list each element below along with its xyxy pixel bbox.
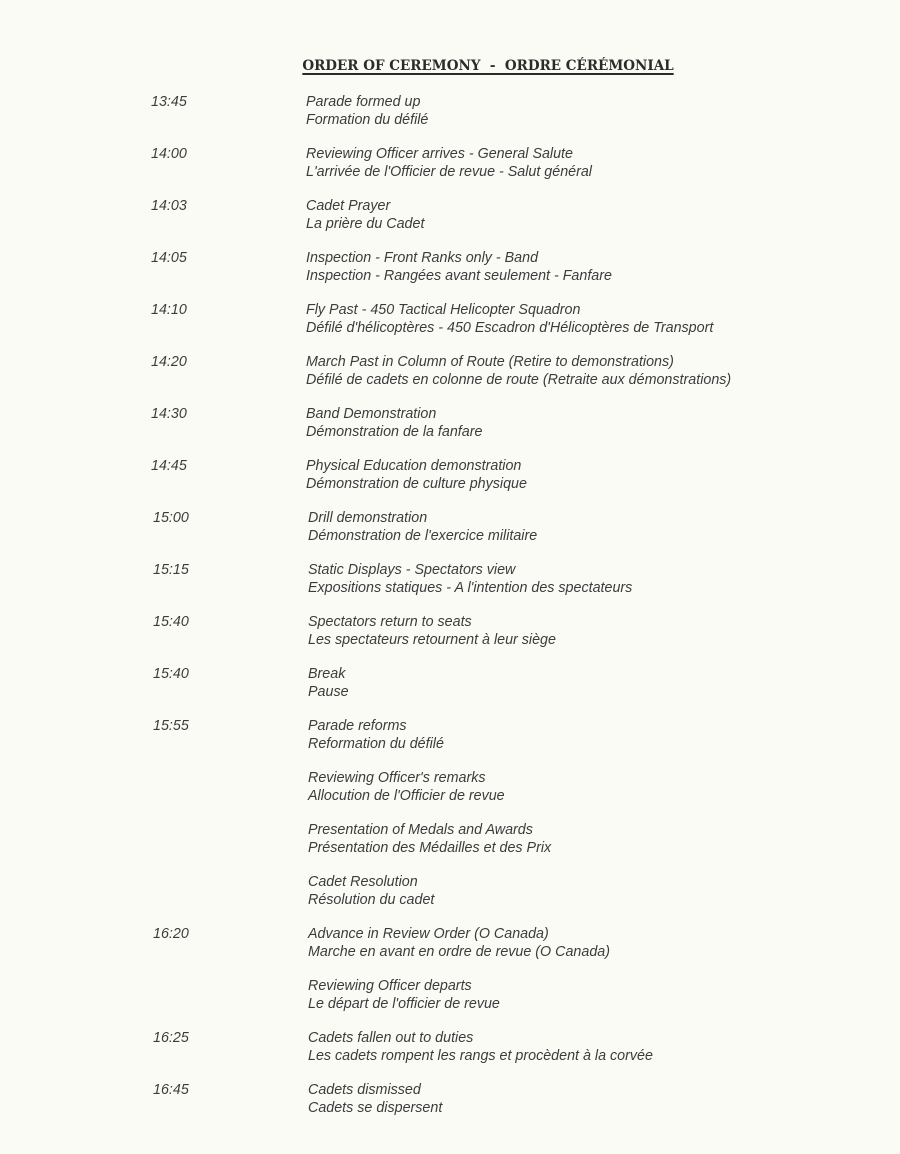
schedule-description xyxy=(306,94,886,129)
description-french: Les cadets rompent les rangs et procèdent à la corvée xyxy=(308,1047,653,1064)
schedule-item xyxy=(0,926,900,978)
schedule-description xyxy=(308,718,888,753)
schedule-description xyxy=(306,354,886,389)
schedule-description xyxy=(308,1030,888,1065)
description-english: Inspection - Front Ranks only - Band xyxy=(306,250,539,266)
description-french: Résolution du cadet xyxy=(308,891,435,908)
description-english: Reviewing Officer arrives - General Salute xyxy=(306,146,573,162)
schedule-description xyxy=(308,770,888,805)
description-english: Cadet Resolution xyxy=(308,874,418,890)
schedule-item xyxy=(0,666,900,718)
description-english: Physical Education demonstration xyxy=(306,458,522,474)
description-english: Presentation of Medals and Awards xyxy=(308,822,533,838)
schedule-time: 14:00 xyxy=(151,146,187,162)
schedule-item xyxy=(0,354,900,406)
schedule-time: 13:45 xyxy=(151,94,187,110)
schedule-time: 14:45 xyxy=(151,458,187,474)
schedule-item xyxy=(0,614,900,666)
schedule-item xyxy=(0,94,900,146)
schedule-item xyxy=(0,1082,900,1134)
schedule-time: 16:45 xyxy=(153,1082,189,1098)
description-french: Allocution de l'Officier de revue xyxy=(308,787,505,804)
schedule-time: 15:40 xyxy=(153,614,189,630)
description-english: March Past in Column of Route (Retire to demonstrations) xyxy=(306,354,674,370)
schedule-description xyxy=(306,302,886,337)
schedule-time: 15:00 xyxy=(153,510,189,526)
schedule-description xyxy=(308,562,888,597)
schedule-item xyxy=(0,198,900,250)
schedule-time: 15:40 xyxy=(153,666,189,682)
schedule-time: 14:30 xyxy=(151,406,187,422)
schedule-description xyxy=(308,822,888,857)
description-french: Formation du défilé xyxy=(306,111,429,128)
description-french: Les spectateurs retournent à leur siège xyxy=(308,631,556,648)
description-english: Cadets fallen out to duties xyxy=(308,1030,474,1046)
schedule-item xyxy=(0,510,900,562)
schedule-item xyxy=(0,718,900,770)
schedule-description xyxy=(308,978,888,1013)
schedule-description xyxy=(308,874,888,909)
description-english: Drill demonstration xyxy=(308,510,428,526)
schedule-item xyxy=(0,874,900,926)
schedule-item xyxy=(0,250,900,302)
description-french: Défilé de cadets en colonne de route (Retraite aux démonstrations) xyxy=(306,371,732,388)
description-french: L'arrivée de l'Officier de revue - Salut général xyxy=(306,163,592,180)
description-french: La prière du Cadet xyxy=(306,215,425,232)
description-english: Fly Past - 450 Tactical Helicopter Squadron xyxy=(306,302,581,318)
schedule-item xyxy=(0,770,900,822)
schedule-description xyxy=(308,614,888,649)
schedule-time: 16:20 xyxy=(153,926,189,942)
description-french: Pause xyxy=(308,683,349,700)
schedule-item xyxy=(0,458,900,510)
schedule-time: 14:20 xyxy=(151,354,187,370)
schedule-list xyxy=(0,94,900,1134)
description-english: Static Displays - Spectators view xyxy=(308,562,516,578)
schedule-time: 14:10 xyxy=(151,302,187,318)
description-french: Présentation des Médailles et des Prix xyxy=(308,839,552,856)
schedule-item xyxy=(0,302,900,354)
description-french: Le départ de l'officier de revue xyxy=(308,995,500,1012)
description-english: Advance in Review Order (O Canada) xyxy=(308,926,549,942)
schedule-description xyxy=(306,250,886,285)
schedule-time: 14:03 xyxy=(151,198,187,214)
description-english: Band Demonstration xyxy=(306,406,437,422)
schedule-description xyxy=(306,146,886,181)
schedule-time: 15:55 xyxy=(153,718,189,734)
description-english: Parade reforms xyxy=(308,718,407,734)
description-english: Break xyxy=(308,666,346,682)
description-french: Reformation du défilé xyxy=(308,735,444,752)
schedule-time: 16:25 xyxy=(153,1030,189,1046)
schedule-item xyxy=(0,822,900,874)
description-french: Inspection - Rangées avant seulement - Fanfare xyxy=(306,267,612,284)
schedule-item xyxy=(0,146,900,198)
description-english: Spectators return to seats xyxy=(308,614,472,630)
schedule-time: 14:05 xyxy=(151,250,187,266)
schedule-item xyxy=(0,1030,900,1082)
description-english: Parade formed up xyxy=(306,94,421,110)
description-english: Reviewing Officer departs xyxy=(308,978,472,994)
schedule-item xyxy=(0,978,900,1030)
description-french: Démonstration de l'exercice militaire xyxy=(308,527,538,544)
schedule-description xyxy=(308,666,888,701)
description-french: Cadets se dispersent xyxy=(308,1099,443,1116)
schedule-item xyxy=(0,406,900,458)
page-title: ORDER OF CEREMONY - ORDRE CÉRÉMONIAL xyxy=(302,58,674,74)
description-french: Démonstration de culture physique xyxy=(306,475,527,492)
schedule-description xyxy=(306,198,886,233)
schedule-description xyxy=(308,510,888,545)
description-french: Démonstration de la fanfare xyxy=(306,423,483,440)
schedule-description xyxy=(306,406,886,441)
schedule-time: 15:15 xyxy=(153,562,189,578)
description-french: Expositions statiques - A l'intention des spectateurs xyxy=(308,579,633,596)
schedule-description xyxy=(306,458,886,493)
description-english: Cadets dismissed xyxy=(308,1082,421,1098)
description-english: Cadet Prayer xyxy=(306,198,391,214)
description-english: Reviewing Officer's remarks xyxy=(308,770,486,786)
schedule-description xyxy=(308,1082,888,1117)
description-french: Marche en avant en ordre de revue (O Canada) xyxy=(308,943,610,960)
schedule-item xyxy=(0,562,900,614)
schedule-description xyxy=(308,926,888,961)
description-french: Défilé d'hélicoptères - 450 Escadron d'Hélicoptères de Transport xyxy=(306,319,714,336)
